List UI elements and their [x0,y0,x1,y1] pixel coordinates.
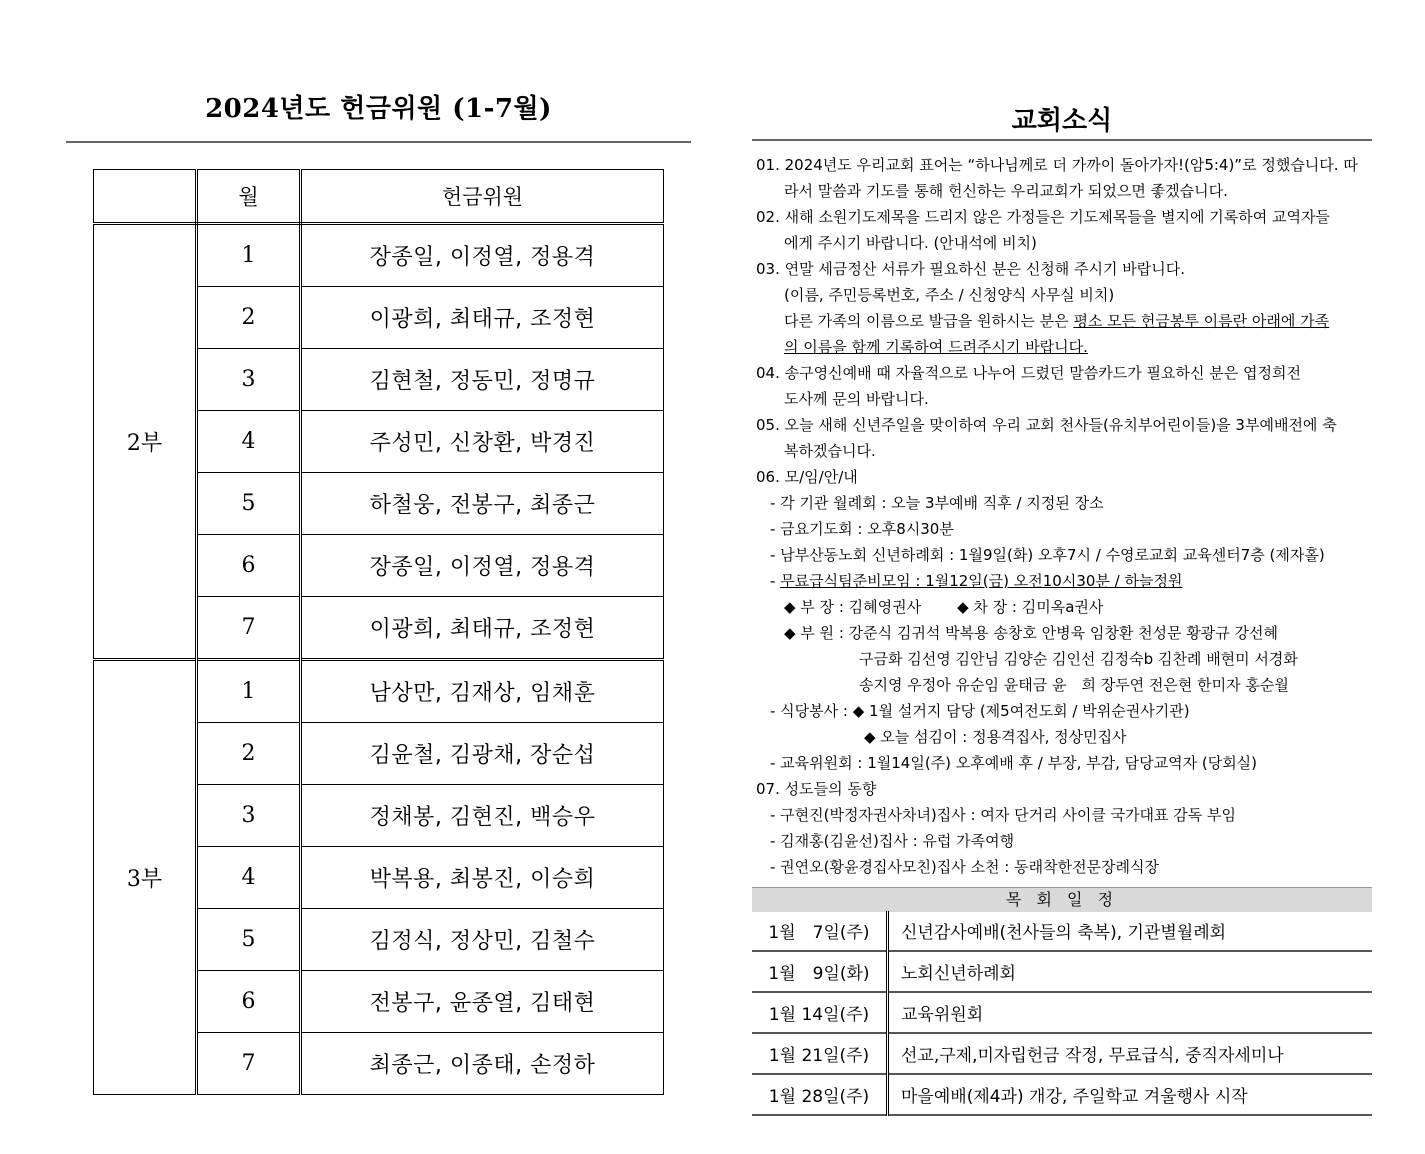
month-cell: 6 [197,971,301,1033]
news-line [756,308,1372,334]
members-cell: 김정식, 정상민, 김철수 [301,909,664,971]
schedule-date: 1월 7일(주) [752,911,888,951]
month-cell: 1 [197,660,301,723]
month-cell: 7 [197,1033,301,1095]
news-line [756,334,1372,360]
news-divider [752,139,1372,141]
members-cell: 김윤철, 김광채, 장순섭 [301,723,664,785]
members-cell: 김현철, 정동민, 정명규 [301,349,664,411]
group-header [94,170,197,224]
underlined-text: 의 이름을 함께 기록하여 드려주시기 바랍니다. [784,338,1088,356]
news-line: 구금화 김선영 김안님 김양순 김인선 김정숙b 김찬례 배현미 서경화 [859,650,1298,668]
news-text: - [770,572,781,590]
month-cell: 2 [197,723,301,785]
news-line: 복하겠습니다. [784,442,876,460]
news-line: 06. 모/임/안/내 [756,468,858,486]
schedule-date: 1월 28일(주) [752,1074,888,1115]
month-cell: 2 [197,287,301,349]
month-cell: 6 [197,535,301,597]
members-cell: 주성민, 신창환, 박경진 [301,411,664,473]
news-line: 07. 성도들의 동향 [756,780,877,798]
news-line: - 남부산동노회 신년하례회 : 1월9일(화) 오후7시 / 수영로교회 교육센터7층 (제자홀) [770,546,1325,564]
offering-committee-table [93,169,664,1095]
members-header: 헌금위원 [301,170,664,224]
news-line: - 김재홍(김윤선)집사 : 유럽 가족여행 [770,832,1015,850]
news-line: 03. 연말 세금정산 서류가 필요하신 분은 신청해 주시기 바랍니다. [756,260,1186,278]
news-text: ◆ 부 장 : 김혜영권사 [784,598,922,616]
news-line [756,594,1372,620]
table-row [752,911,1372,951]
schedule-title: 목 회 일 정 [752,887,1372,912]
news-line: - 식당봉사 : ◆ 1월 설거지 담당 (제5여전도회 / 박위순권사기관) [770,702,1190,720]
schedule-date: 1월 21일(주) [752,1033,888,1074]
members-cell: 이광희, 최태규, 조정현 [301,287,664,349]
news-line: 01. 2024년도 우리교회 표어는 “하나님께로 더 가까이 돌아가자!(암5:4)”로 정했습니다. 따 [756,156,1358,174]
table-row [752,951,1372,992]
members-cell: 남상만, 김재상, 임채훈 [301,660,664,723]
table-header-row [94,170,664,224]
news-line: ◆ 부 원 : 강준식 김귀석 박복용 송창호 안병육 임창환 천성문 황광규 강선혜 [784,624,1279,642]
schedule-date: 1월 14일(주) [752,992,888,1033]
month-cell: 1 [197,224,301,287]
schedule-event: 신년감사예배(천사들의 축복), 기관별월례회 [888,911,1373,951]
news-line: ◆ 오늘 섬김이 : 정용격집사, 정상민집사 [864,728,1127,746]
news-line: 송지영 우정아 유순임 윤태금 윤 희 장두연 전은현 한미자 홍순월 [859,676,1289,694]
news-line: (이름, 주민등록번호, 주소 / 신청양식 사무실 비치) [784,286,1115,304]
underlined-text: 무료급식팀준비모임 : 1월12일(금) 오전10시30분 / 하늘정원 [780,572,1183,590]
schedule-table [752,911,1372,1116]
table-row [94,224,664,287]
month-header: 월 [197,170,301,224]
page-title: 2024년도 헌금위원 (1-7월) [205,94,552,124]
news-line: - 교육위원회 : 1월14일(주) 오후예배 후 / 부장, 부감, 담당교역자 (당회실) [770,754,1258,772]
month-cell: 3 [197,785,301,847]
news-line: - 구현진(박정자권사차녀)집사 : 여자 단거리 사이클 국가대표 감독 부임 [770,806,1237,824]
news-text: ◆ 차 장 : 김미옥a권사 [957,598,1104,616]
group-cell: 3부 [94,660,197,1095]
news-line: 05. 오늘 새해 신년주일을 맞이하여 우리 교회 천사들(유치부어린이들)을 3부예배전에 축 [756,416,1337,434]
members-cell: 장종일, 이정열, 정용격 [301,224,664,287]
month-cell: 5 [197,909,301,971]
table-row [752,1074,1372,1115]
members-cell: 박복용, 최봉진, 이승희 [301,847,664,909]
schedule-date: 1월 9일(화) [752,951,888,992]
news-text: 다른 가족의 이름으로 발급을 원하시는 분은 [784,312,1074,330]
underlined-text: 평소 모든 헌금봉투 이름란 아래에 가족 [1073,312,1330,330]
news-line: 에게 주시기 바랍니다. (안내석에 비치) [784,234,1037,252]
members-cell: 최종근, 이종태, 손정하 [301,1033,664,1095]
month-cell: 4 [197,847,301,909]
news-line: 02. 새해 소원기도제목을 드리지 않은 가정들은 기도제목들을 별지에 기록하여 교역자들 [756,208,1330,226]
church-news [756,152,1372,880]
schedule-event: 선교,구제,미자립헌금 작정, 무료급식, 중직자세미나 [888,1033,1373,1074]
news-line [756,568,1372,594]
members-cell: 정채봉, 김현진, 백승우 [301,785,664,847]
news-line: 라서 말씀과 기도를 통해 헌신하는 우리교회가 되었으면 좋겠습니다. [784,182,1228,200]
news-line: - 권연오(황윤경집사모친)집사 소천 : 동래착한전문장례식장 [770,858,1160,876]
table-row [752,992,1372,1033]
news-title: 교회소식 [1011,106,1113,136]
month-cell: 3 [197,349,301,411]
month-cell: 4 [197,411,301,473]
month-cell: 7 [197,597,301,660]
schedule-event: 마을예배(제4과) 개강, 주일학교 겨울행사 시작 [888,1074,1373,1115]
schedule-event: 교육위원회 [888,992,1373,1033]
members-cell: 장종일, 이정열, 정용격 [301,535,664,597]
month-cell: 5 [197,473,301,535]
members-cell: 이광희, 최태규, 조정현 [301,597,664,660]
table-row [94,660,664,723]
title-divider [66,141,691,143]
schedule-event: 노회신년하례회 [888,951,1373,992]
news-line: - 각 기관 월례회 : 오늘 3부예배 직후 / 지정된 장소 [770,494,1104,512]
news-line: 도사께 문의 바랍니다. [784,390,929,408]
members-cell: 전봉구, 윤종열, 김태현 [301,971,664,1033]
members-cell: 하철웅, 전봉구, 최종근 [301,473,664,535]
news-line: 04. 송구영신예배 때 자율적으로 나누어 드렸던 말씀카드가 필요하신 분은 엽정희전 [756,364,1301,382]
table-row [752,1033,1372,1074]
group-cell: 2부 [94,224,197,660]
news-line: - 금요기도회 : 오후8시30분 [770,520,954,538]
